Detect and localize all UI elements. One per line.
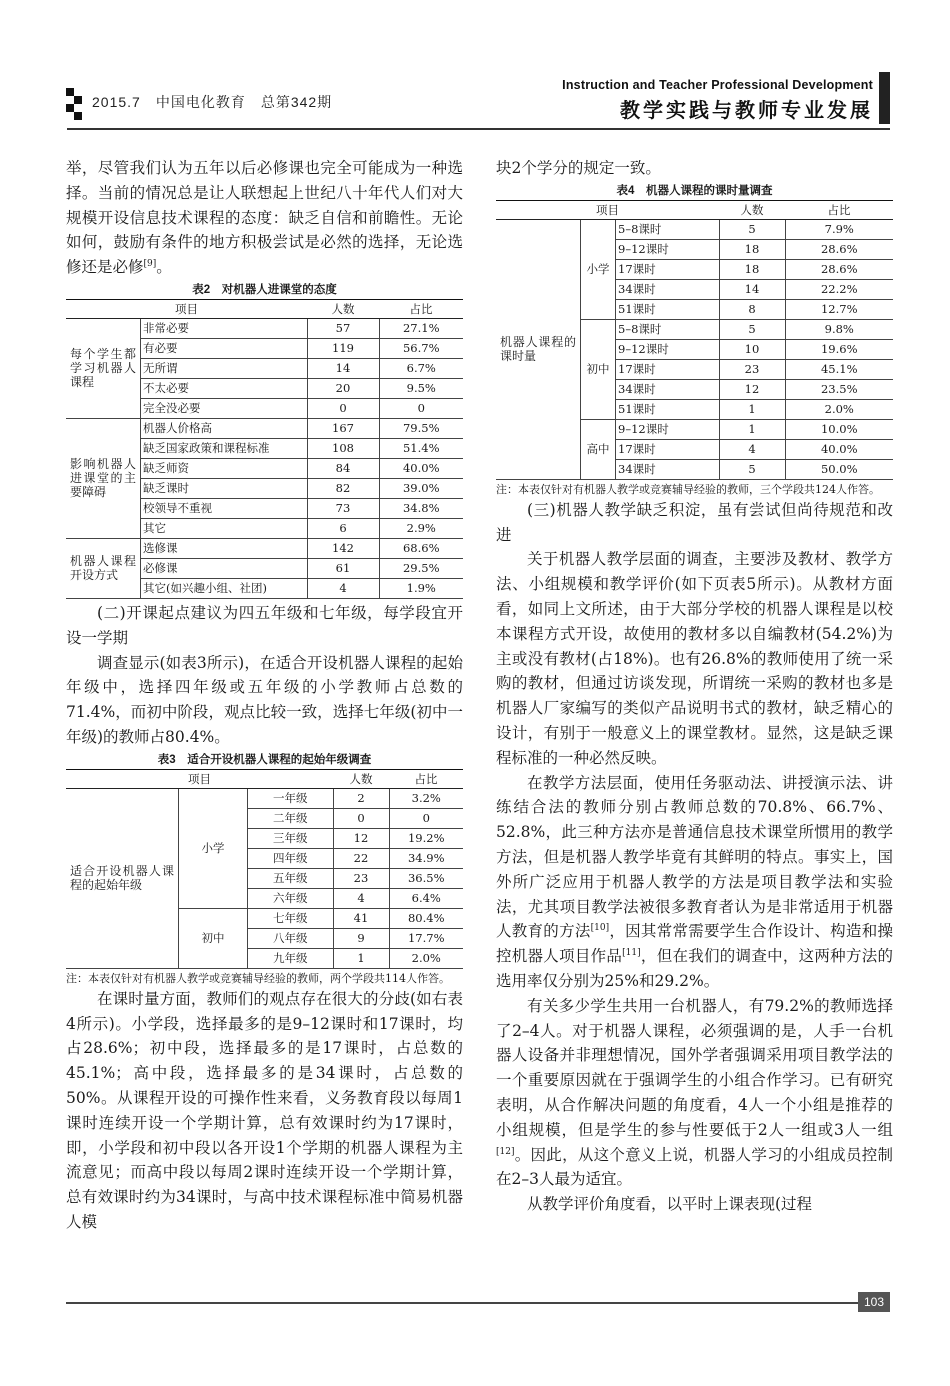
table-cell: 2: [333, 788, 389, 808]
section-heading: (二)开课起点建议为四五年级和七年级，每学段宜开设一学期: [66, 603, 463, 647]
table-cell: 八年级: [248, 928, 334, 948]
header-bar: [879, 72, 890, 124]
table-cell: 5: [719, 459, 785, 479]
table-cell: 其它: [141, 518, 308, 538]
table-cell: 12: [333, 828, 389, 848]
table-cell: 23: [719, 359, 785, 379]
table-cell: 项目: [496, 200, 719, 219]
table-cell: 142: [307, 538, 379, 558]
table-cell: 119: [307, 338, 379, 358]
paragraph: 调查显示(如表3所示)，在适合开设机器人课程的起始年级中，选择四年级或五年级的小学教师占总数的71.4%，而初中阶段，观点比较一致，选择七年级(初中一年级)的教师占80.4%。: [66, 653, 463, 746]
table-cell: 34课时: [616, 459, 720, 479]
table-cell: 14: [307, 358, 379, 378]
table-cell: 5–8课时: [616, 219, 720, 239]
table-cell: 61: [307, 558, 379, 578]
table-cell: 51课时: [616, 299, 720, 319]
table-cell: 34课时: [616, 279, 720, 299]
table-cell: 初中: [581, 319, 616, 419]
paragraph: [66, 156, 463, 280]
table-cell: 80.4%: [389, 908, 463, 928]
table4-caption: 表4 机器人课程的课时量调查: [616, 184, 773, 197]
table3-note: 注：本表仅针对有机器人教学或竞赛辅导经验的教师，两个学段共114人作答。: [66, 971, 450, 985]
table-cell: 34.8%: [379, 498, 463, 518]
table-cell: 14: [719, 279, 785, 299]
table-cell: 28.6%: [785, 239, 893, 259]
table-cell: 4: [719, 439, 785, 459]
table-cell: 73: [307, 498, 379, 518]
footer-rule: [66, 1302, 890, 1304]
table-cell: 23.5%: [785, 379, 893, 399]
table-cell: 项目: [66, 299, 307, 318]
text-run: 有关多少学生共用一台机器人，有79.2%的教师选择了2–4人。对于机器人课程，必须强调的是，人手一台机器人设备并非理想情况，国外学者强调采用项目教学法的一个重要原因就在于强调学生的小组合作学习。已有研究表明，从合作解决问题的角度看，4人一个小组是推荐的小组规模，但是学生的参与性要低于2人一组或3人一组: [496, 996, 893, 1139]
table-cell: 7.9%: [785, 219, 893, 239]
table-cell: 20: [307, 378, 379, 398]
text-run: 在教学方法层面，使用任务驱动法、讲授演示法、讲练结合法的教师分别占教师总数的70.8%、66.7%、52.8%，此三种方法亦是普通信息技术课堂所惯用的教学方法，但是机器人教学毕竟有其鲜明的特点。事实上，国外所广泛应用于机器人教学的方法是项目教学法和实验法，尤其项目教学法被很多教育者认为是非常适用于机器人教育的方法: [496, 773, 893, 941]
table-cell: 4: [333, 888, 389, 908]
header-rule: [67, 128, 890, 130]
header-mark-icon: [66, 84, 84, 124]
table-cell: 45.1%: [785, 359, 893, 379]
text-run: ，因其常常需要学生合作设计、构造和操控机器人项目作品: [496, 922, 893, 966]
table-cell: 选修课: [141, 538, 308, 558]
table-cell: 40.0%: [379, 458, 463, 478]
table-cell: 6.7%: [379, 358, 463, 378]
table2-caption: 表2 对机器人进课堂的态度: [192, 283, 337, 296]
table-cell: 七年级: [248, 908, 334, 928]
table3-group: 适合开设机器人课程的起始年级: [66, 788, 179, 968]
table-cell: 0: [333, 808, 389, 828]
table-cell: 10: [719, 339, 785, 359]
table-cell: 五年级: [248, 868, 334, 888]
table-cell: 6.4%: [389, 888, 463, 908]
table-cell: 84: [307, 458, 379, 478]
table-cell: 50.0%: [785, 459, 893, 479]
table-cell: 19.6%: [785, 339, 893, 359]
table-cell: 四年级: [248, 848, 334, 868]
table-cell: 82: [307, 478, 379, 498]
table-cell: 51课时: [616, 399, 720, 419]
paragraph: 从教学评价角度看，以平时上课表现(过程: [527, 1195, 813, 1214]
table-cell: 一年级: [248, 788, 334, 808]
table-cell: 高中: [581, 419, 616, 479]
table-cell: 18: [719, 259, 785, 279]
table-cell: 17课时: [616, 359, 720, 379]
table-cell: 必修课: [141, 558, 308, 578]
table-cell: 108: [307, 438, 379, 458]
paragraph: [496, 994, 893, 1192]
table-cell: 17课时: [616, 259, 720, 279]
table-cell: 其它(如兴趣小组、社团): [141, 578, 308, 598]
table-cell: 2.9%: [379, 518, 463, 538]
table-cell: 六年级: [248, 888, 334, 908]
table-cell: 1.9%: [379, 578, 463, 598]
citation-ref: [9]: [143, 259, 157, 270]
table-cell: 41: [333, 908, 389, 928]
table-cell: 34.9%: [389, 848, 463, 868]
paragraph: 关于机器人教学层面的调查，主要涉及教材、教学方法、小组规模和教学评价(如下页表5所示)。从教材方面看，如同上文所述，由于大部分学校的机器人课程是以校本课程方式开设，故使用的教材多以自编教材(54.2%)为主或没有教材(占18%)。也有26.8%的教师使用了统一采购的教材，但通过访谈发现，所谓统一采购的教材也多是机器人厂家编写的类似产品说明书式的教材，缺乏精心的设计，有别于一般意义上的课堂教材。显然，这是缺乏课程标准的一种必然反映。: [496, 550, 893, 767]
text-run: 。: [156, 258, 172, 277]
table-cell: 1: [719, 399, 785, 419]
table4-group: 机器人课程的课时量: [496, 219, 581, 479]
table-cell: 23: [333, 868, 389, 888]
table-cell: 34课时: [616, 379, 720, 399]
table-cell: 68.6%: [379, 538, 463, 558]
section-heading: (三)机器人教学缺乏积淀，虽有尝试但尚待规范和改进: [496, 500, 893, 544]
table-cell: 22.2%: [785, 279, 893, 299]
page-number: 103: [858, 1292, 890, 1312]
citation-ref: [11]: [622, 947, 641, 958]
table2-group: 每个学生都学习机器人课程: [66, 318, 141, 418]
table-cell: 缺乏课时: [141, 478, 308, 498]
table-cell: 1: [333, 948, 389, 968]
running-header-left: 2015.7 中国电化教育 总第342期: [92, 94, 333, 110]
table-cell: 9–12课时: [616, 419, 720, 439]
running-header-section: 教学实践与教师专业发展: [620, 98, 873, 122]
citation-ref: [12]: [496, 1146, 515, 1157]
table-cell: 17.7%: [389, 928, 463, 948]
table4: [496, 200, 893, 480]
table-cell: 不太必要: [141, 378, 308, 398]
table-cell: 40.0%: [785, 439, 893, 459]
table-cell: 17课时: [616, 439, 720, 459]
text-run: ，但在我们的调查中，这两种方法的选用率仅分别为25%和29.2%。: [496, 947, 893, 990]
table-cell: 非常必要: [141, 318, 308, 338]
table-cell: 5: [719, 319, 785, 339]
table-cell: 27.1%: [379, 318, 463, 338]
table-cell: 缺乏国家政策和课程标准: [141, 438, 308, 458]
table-cell: 12: [719, 379, 785, 399]
table-cell: 校领导不重视: [141, 498, 308, 518]
table-cell: 167: [307, 418, 379, 438]
table-cell: 4: [307, 578, 379, 598]
table-cell: 人数: [719, 200, 785, 219]
table-cell: 18: [719, 239, 785, 259]
text-run: 。因此，从这个意义上说，机器人学习的小组成员控制在2–3人最为适宜。: [496, 1145, 893, 1189]
citation-ref: [10]: [590, 923, 610, 934]
paragraph: [496, 771, 893, 994]
table-cell: 人数: [307, 299, 379, 318]
table-cell: 8: [719, 299, 785, 319]
table-cell: 5: [719, 219, 785, 239]
table2-group: 影响机器人进课堂的主要障碍: [66, 418, 141, 538]
table-cell: 10.0%: [785, 419, 893, 439]
table-cell: 9–12课时: [616, 239, 720, 259]
table-cell: 占比: [785, 200, 893, 219]
table-cell: 1: [719, 419, 785, 439]
table-cell: 九年级: [248, 948, 334, 968]
table-cell: 36.5%: [389, 868, 463, 888]
table-cell: 占比: [389, 769, 463, 788]
table2: [66, 299, 463, 599]
table-cell: 79.5%: [379, 418, 463, 438]
table3-caption: 表3 适合开设机器人课程的起始年级调查: [157, 753, 372, 766]
table-cell: 有必要: [141, 338, 308, 358]
table-cell: 机器人价格高: [141, 418, 308, 438]
running-header-english: Instruction and Teacher Professional Development: [562, 78, 873, 92]
table-cell: 三年级: [248, 828, 334, 848]
table-cell: 2.0%: [785, 399, 893, 419]
table-cell: 29.5%: [379, 558, 463, 578]
table-cell: 初中: [179, 908, 248, 968]
table-cell: 0: [389, 808, 463, 828]
table-cell: 12.7%: [785, 299, 893, 319]
table-cell: 0: [307, 398, 379, 418]
table-cell: 6: [307, 518, 379, 538]
table-cell: 项目: [66, 769, 333, 788]
table-cell: 19.2%: [389, 828, 463, 848]
table3: [66, 769, 463, 969]
table-cell: 小学: [179, 788, 248, 908]
table-cell: 28.6%: [785, 259, 893, 279]
table-cell: 占比: [379, 299, 463, 318]
table-cell: 51.4%: [379, 438, 463, 458]
table-cell: 9–12课时: [616, 339, 720, 359]
table-cell: 完全没必要: [141, 398, 308, 418]
table-cell: 2.0%: [389, 948, 463, 968]
table-cell: 57: [307, 318, 379, 338]
table-cell: 9.8%: [785, 319, 893, 339]
text-run: 举，尽管我们认为五年以后必修课也完全可能成为一种选择。当前的情况总是让人联想起上世纪八十年代人们对大规模开设信息技术课程的态度：缺乏自信和前瞻性。无论如何，鼓励有条件的地方积极尝试是必然的选择，无论选修还是必修: [66, 159, 463, 277]
table4-note: 注：本表仅针对有机器人教学或竞赛辅导经验的教师，三个学段共124人作答。: [496, 482, 880, 496]
table-cell: 56.7%: [379, 338, 463, 358]
table-cell: 22: [333, 848, 389, 868]
table-cell: 小学: [581, 219, 616, 319]
paragraph: 块2个学分的规定一致。: [496, 159, 661, 177]
table-cell: 5–8课时: [616, 319, 720, 339]
left-column: [66, 156, 463, 1235]
right-column: [496, 156, 893, 1217]
table-cell: 人数: [333, 769, 389, 788]
table-cell: 缺乏师资: [141, 458, 308, 478]
table-cell: 无所谓: [141, 358, 308, 378]
table-cell: 0: [379, 398, 463, 418]
table-cell: 二年级: [248, 808, 334, 828]
table-cell: 3.2%: [389, 788, 463, 808]
table2-group: 机器人课程开设方式: [66, 538, 141, 598]
table-cell: 9.5%: [379, 378, 463, 398]
table-cell: 39.0%: [379, 478, 463, 498]
table-cell: 9: [333, 928, 389, 948]
paragraph: 在课时量方面，教师们的观点存在很大的分歧(如右表4所示)。小学段，选择最多的是9–12课时和17课时，均占28.6%；初中段，选择最多的是17课时，占总数的45.1%；高中段，选择最多的是34课时，占总数的50%。从课程开设的可操作性来看，义务教育段以每周1课时连续开设一个学期计算，总有效课时约为17课时，即，小学段和初中段以各开设1个学期的机器人课程为主流意见；而高中段以每周2课时连续开设一个学期计算，总有效课时约为34课时，与高中技术课程标准中简易机器人模: [66, 989, 463, 1231]
